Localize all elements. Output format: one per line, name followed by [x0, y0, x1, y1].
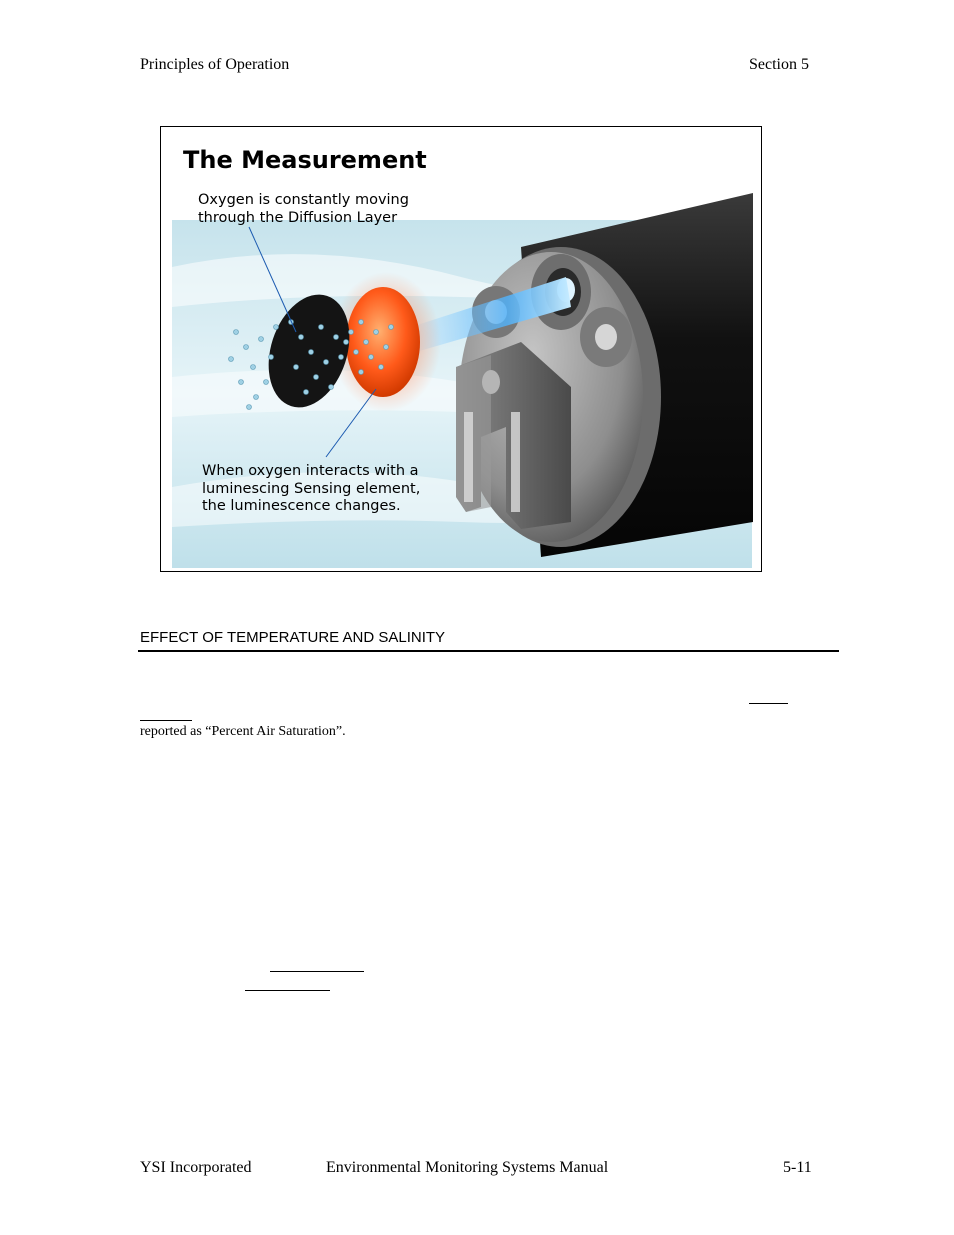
measurement-figure [160, 126, 762, 572]
page-header-title: Principles of Operation [140, 56, 290, 73]
page-header-section: Section 5 [749, 56, 809, 73]
underline-mark [140, 720, 192, 721]
footer-manual-title: Environmental Monitoring Systems Manual [326, 1159, 609, 1176]
footer-page-number: 5-11 [783, 1159, 812, 1176]
underline-mark [270, 971, 364, 972]
callout-top-line-1: Oxygen is constantly moving [198, 192, 409, 208]
callout-top-line-2: through the Diffusion Layer [198, 210, 398, 226]
underline-mark [245, 990, 330, 991]
underline-mark [749, 703, 788, 704]
section-rule [138, 650, 839, 652]
section-heading: EFFECT OF TEMPERATURE AND SALINITY [140, 629, 446, 646]
figure-title: The Measurement [183, 146, 427, 174]
paragraph-fragment: reported as “Percent Air Saturation”. [140, 724, 346, 739]
callout-bottom-line-1: When oxygen interacts with a [202, 463, 419, 479]
svg-text:Oxygen is constantly moving [198, 192, 414, 226]
callout-bottom-line-3: the luminescence changes. [202, 498, 401, 514]
luminescent-sensing-element [346, 287, 420, 397]
measurement-illustration [161, 127, 761, 571]
svg-text:When oxygen interacts with a [202, 463, 425, 514]
callout-bottom-line-2: luminescing Sensing element, [202, 481, 421, 497]
footer-company: YSI Incorporated [140, 1159, 252, 1176]
